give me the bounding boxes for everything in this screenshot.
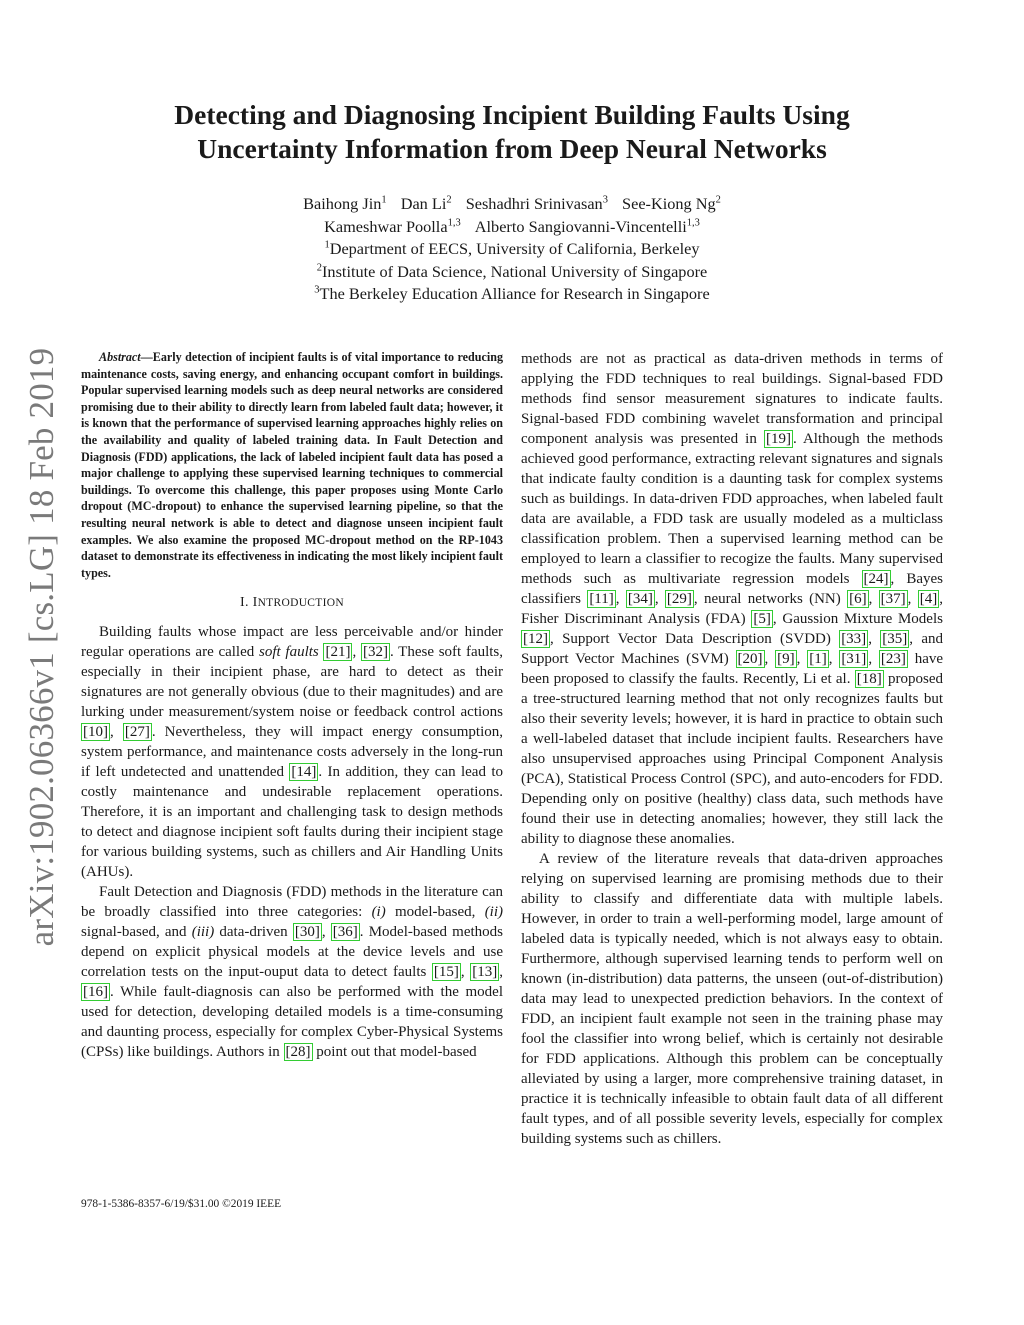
citation-link[interactable]: [6]: [849, 591, 867, 607]
citation-link[interactable]: [29]: [666, 591, 692, 607]
citation-link[interactable]: [27]: [124, 724, 150, 741]
author: See-Kiong Ng$^2$: [622, 194, 721, 213]
citation-link[interactable]: [1]: [809, 651, 827, 667]
author: Seshadhri Srinivasan$^3$: [465, 194, 608, 213]
title-line-2: Uncertainty Information from Deep Neural Networks: [197, 133, 827, 164]
paragraph: methods are not as practical as data-driven methods in terms of applying the FDD techniques to real buildings. Signal-based FDD methods find sensor measurement signatures to indicate faults. Signal-based FDD combining wavelet transformation and principal component analysis was presented in [19] . Although the methods achieved good performance, extracting relevant signatures and signals that indicate faulty condition is a daunting task for complex systems such as buildings. In data-driven FDD approaches, when labeled fault data are available, a FDD task are usually modeled as a multiclass classification problem. Then a supervised learning method can be employed to learn a classifier to recogize the faults. Many supervised methods such as multivariate regression models [24] , Bayes classifiers [11] , [34] , [29] , neural networks (NN) [6] , [37] , [4] , Fisher Discriminant Analysis (FDA) [5] , Gaussion Mixture Models [12] , Support Vector Data Description (SVDD) [33] , [35] , and Support Vector Machines (SVM) [20] , [9] , [1] , [31] , [23] have been proposed to classify the faults. Recently, Li et al. [18] proposed a tree-structured learning method that not only recognizes faults but also their severity levels; however, it is hard in practice to obtain such a well-labeled dataset that include incipient faults. Researchers have also unsupervised approaches using Principal Component Analysis (PCA), Statistical Process Control (SPC), and auto-encoders for FDD. Depending only on positive (healthy) class data, such methods have found their use in detecting anomalies; however, they still lack the ability to diagnose these anomalies.: [521, 351, 944, 847]
citation-link[interactable]: [34]: [627, 591, 653, 607]
citation-link[interactable]: [20]: [737, 651, 763, 667]
author: Dan Li$^2$: [400, 194, 452, 213]
citation-link[interactable]: [24]: [863, 571, 889, 587]
citation-link[interactable]: [15]: [433, 964, 459, 981]
abstract-label: Abstract: [99, 350, 141, 364]
citation-link[interactable]: [23]: [880, 651, 906, 667]
copyright-footer: 978-1-5386-8357-6/19/$31.00 ©2019 IEEE: [81, 1198, 282, 1210]
right-column: [521, 349, 943, 1149]
affiliation: $^2$Institute of Data Science, National University of Singapore: [316, 261, 708, 281]
citation-link[interactable]: [5]: [753, 611, 771, 627]
affiliation: $^1$Department of EECS, University of California, Berkeley: [324, 239, 700, 258]
citation-link[interactable]: [14]: [291, 764, 317, 781]
citation-link[interactable]: [19]: [765, 431, 791, 447]
citation-link[interactable]: [16]: [83, 984, 108, 1001]
title-line-1: Detecting and Diagnosing Incipient Building Faults Using: [174, 99, 850, 130]
citation-link[interactable]: [33]: [841, 631, 867, 647]
paragraph: Fault Detection and Diagnosis (FDD) methods in the literature can be broadly classified into three categories: (i) model-based, (ii) signal-based, and (iii) data-driven [30] , [36] . Model-based methods depend on explicit physical models at the device levels and use correlation tests on the input-ouput data to detect faults [15] , [13] , [16] . While fault-diagnosis can also be performed with the model used for detection, developing detailed models is a time-consuming and daunting process, especially for complex Cyber-Physical Systems (CPSs) like buildings. Authors in [28] point out that model-based: [81, 884, 504, 1061]
citation-link[interactable]: [31]: [841, 651, 867, 667]
author-block: [150, 193, 874, 306]
citation-link[interactable]: [35]: [882, 631, 908, 647]
citation-link[interactable]: [21]: [325, 644, 351, 661]
citation-link[interactable]: [30]: [294, 924, 320, 941]
section-heading-introduction: I. INTRODUCTION: [240, 595, 344, 611]
citation-link[interactable]: [28]: [285, 1044, 311, 1061]
paragraph: Building faults whose impact are less perceivable and/or hinder regular operations are called soft faults [21] , [32] . These soft faults, especially in their incipient phase, are hard to detect as their signatures are not generally obvious (due to their magnitudes) and are lurking under measurement/system noise or feedback control actions [10] , [27] . Nevertheless, they will impact energy consumption, system performance, and maintenance costs adversely in the long-run if left undetected and unattended [14] . In addition, they can lead to costly maintenance and undesirable replacement operations. Therefore, it is an important and challenging task to design methods to detect and diagnose incipient soft faults during their incipient stage for various building systems, such as chillers and Air Handling Units (AHUs).: [81, 624, 504, 881]
author-line-2: [150, 216, 874, 239]
citation-link[interactable]: [9]: [777, 651, 795, 667]
affiliation: $^3$The Berkeley Education Alliance for Research in Singapore: [314, 284, 710, 303]
citation-link[interactable]: [4]: [919, 591, 938, 607]
citation-link[interactable]: [11]: [589, 591, 614, 607]
author: Kameshwar Poolla$^{1,3}$: [324, 216, 461, 236]
abstract-text: —Early detection of incipient faults is of vital importance to reducing maintenance costs, saving energy, and enhancing occupant comfort in buildings. Popular supervised learning models such as deep neural networks are considered promising due to their ability to directly learn from labeled fault data; however, it is known that the performance of supervised learning approaches highly relies on the availability and quality of labeled training data. In Fault Detection and Diagnosis (FDD) applications, the lack of labeled incipient fault data has posed a major challenge to applying these supervised learning techniques to commercial buildings. To overcome this challenge, this paper proposes using Monte Carlo dropout (MC-dropout) to enhance the supervised learning pipeline, so that the resulting neural network is able to detect and diagnose unseen incipient fault examples. We also examine the proposed MC-dropout method on the RP-1043 dataset to demonstrate its effectiveness in indicating the most likely incipient fault types.: [81, 350, 503, 580]
paper-title: [100, 98, 924, 166]
author: Baihong Jin$^1$: [303, 194, 387, 213]
paragraph: A review of the literature reveals that data-driven approaches relying on supervised learning are promising methods due to their ability to classify and differentiate data with multiple labels. However, in order to train a well-performing model, large amount of labeled data is typically needed, which is not always easy to obtain. Furthermore, although supervised learning tends to perform well on known (in-distribution) data patterns, the unseen (out-of-distribution) data may lead to unexpected prediction behaviors. In the context of FDD, an incipient fault example not seen in the training phase may fool the classifier into wrong belief, which is certainly not desirable for FDD applications. Although this problem can be conceptually alleviated by using a larger, more comprehensive training dataset, in practice it is technically infeasible to obtain fault data of all different fault types, and of all possible severity levels, especially for complex building systems such as chillers.: [521, 851, 943, 1147]
citation-link[interactable]: [12]: [523, 631, 548, 647]
citation-link[interactable]: [37]: [880, 591, 906, 607]
citation-link[interactable]: [18]: [856, 671, 882, 687]
citation-link[interactable]: [13]: [472, 964, 498, 981]
abstract: [81, 349, 503, 581]
citation-link[interactable]: [36]: [332, 924, 358, 941]
citation-link[interactable]: [10]: [83, 724, 108, 741]
arxiv-stamp: arXiv:1902.06366v1 [cs.LG] 18 Feb 2019: [22, 347, 61, 947]
left-column: [81, 349, 503, 1062]
author: Alberto Sangiovanni-Vincentelli$^{1,3}$: [474, 216, 700, 236]
citation-link[interactable]: [32]: [362, 644, 388, 661]
author-line-1: [150, 193, 874, 216]
